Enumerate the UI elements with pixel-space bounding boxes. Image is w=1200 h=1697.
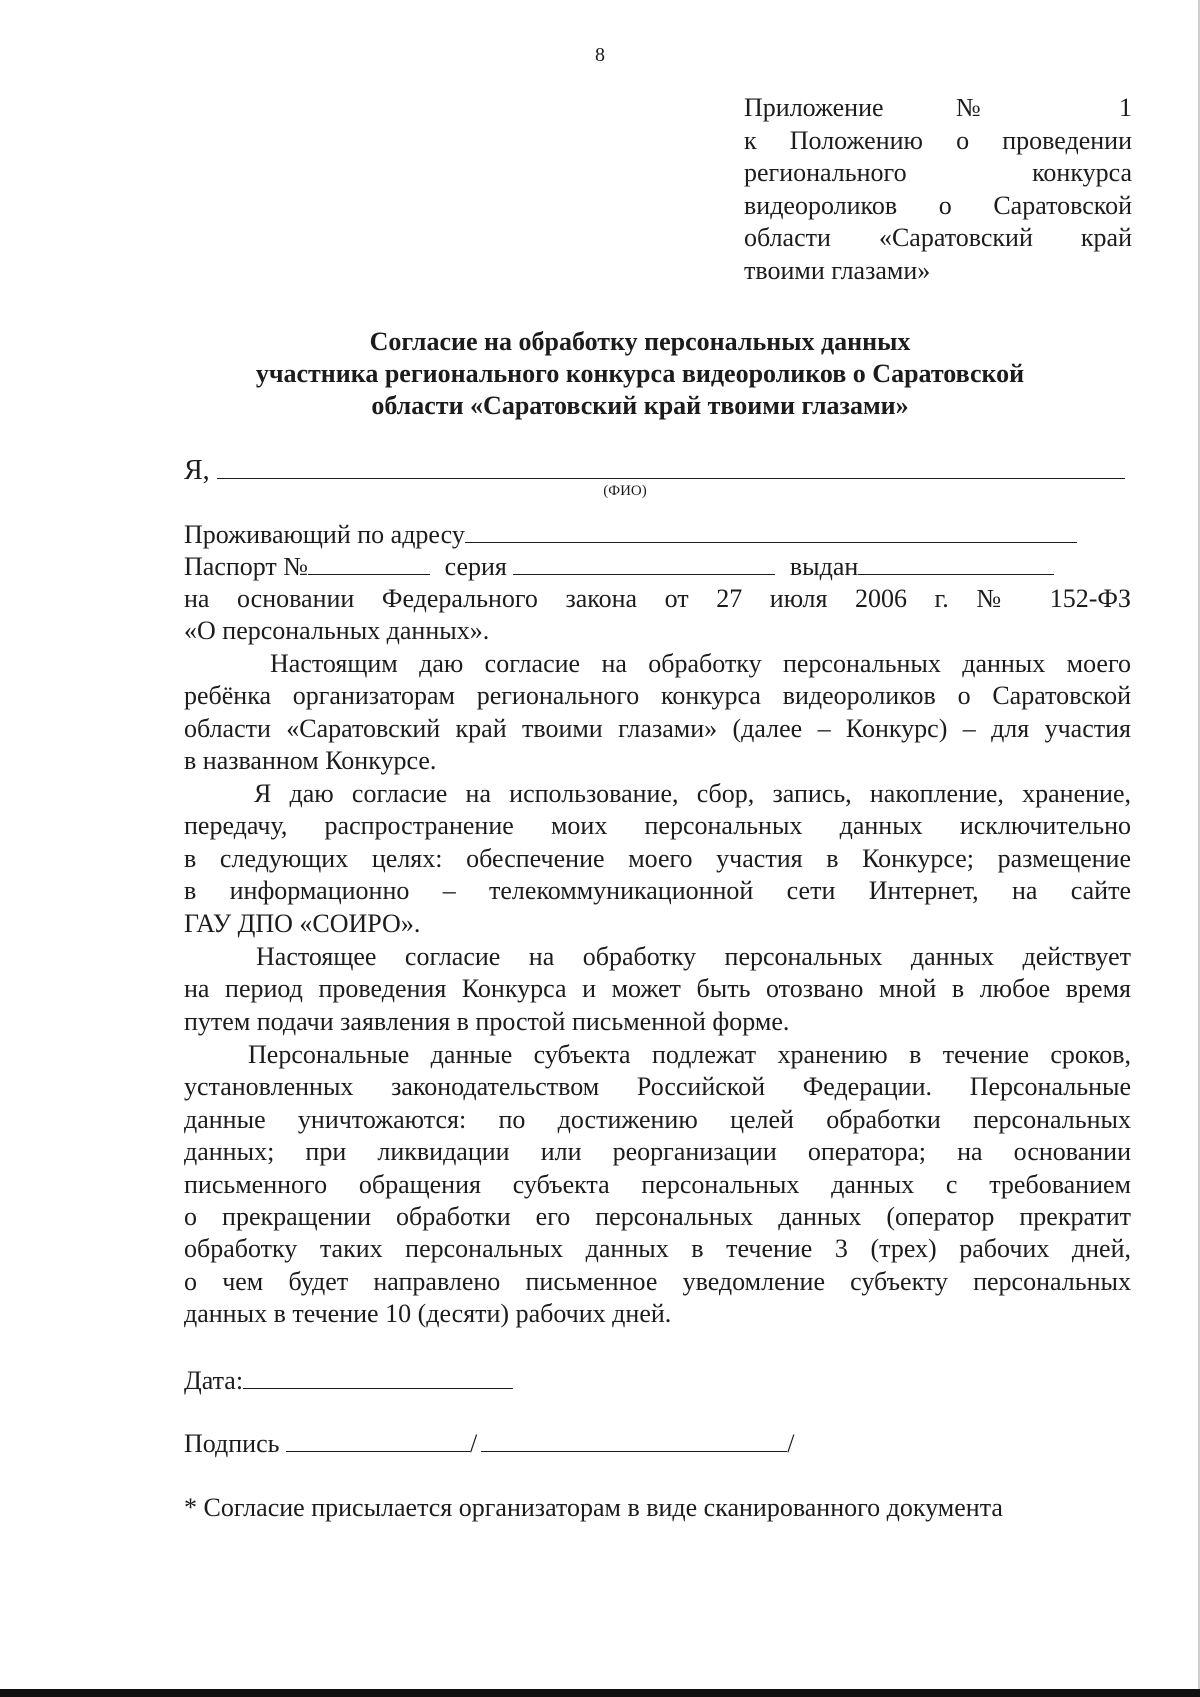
appendix-line: видеороликов о Саратовской <box>744 190 1132 220</box>
signature-name-field[interactable] <box>481 1427 787 1452</box>
document-title <box>160 326 1120 422</box>
paragraph-1 <box>184 648 1131 778</box>
paragraph-line: области «Саратовский край твоими глазами» (далее – Конкурс) – для участия <box>184 713 1131 743</box>
title-line: Согласие на обработку персональных данных <box>369 327 911 356</box>
paragraph-line: данные уничтожаются: по достижению целей обработки персональных <box>184 1104 1131 1134</box>
title-line: области «Саратовский край твоими глазами» <box>371 391 909 420</box>
paragraph-line: Настоящим даю согласие на обработку персональных данных моего <box>270 649 1131 678</box>
series-field[interactable] <box>513 550 775 575</box>
paragraph-line: установленных законодательством Российской Федерации. Персональные <box>184 1072 1131 1102</box>
paragraph-line: путем подачи заявления в простой письменной форме. <box>184 1006 790 1036</box>
paragraph-line: Настоящее согласие на обработку персональных данных действует <box>256 942 1131 971</box>
signature-row <box>184 1427 1131 1459</box>
date-label: Дата: <box>184 1366 244 1395</box>
paragraph-line: в названном Конкурсе. <box>184 746 437 776</box>
paragraph-line: на период проведения Конкурса и может быть отозвано мной в любое время <box>184 974 1131 1004</box>
paragraph-line: Персональные данные субъекта подлежат хранению в течение сроков, <box>248 1040 1131 1069</box>
paragraph-2 <box>184 778 1131 940</box>
paragraph-line: о прекращении обработки его персональных данных (оператор прекратит <box>184 1201 1131 1231</box>
paragraph-4 <box>184 1039 1131 1331</box>
signature-end: / <box>787 1429 795 1458</box>
paragraph-line: обработку таких персональных данных в течение 3 (трех) рабочих дней, <box>184 1234 1131 1264</box>
paragraph-line: ГАУ ДПО «СОИРО». <box>184 908 421 938</box>
appendix-block <box>744 92 1132 287</box>
footnote-text: * Согласие присылается организаторам в виде сканированного документа <box>184 1493 1003 1522</box>
series-label: серия <box>444 552 507 582</box>
issued-label: выдан <box>789 552 859 582</box>
paragraph-line: данных; при ликвидации или реорганизации оператора; на основании <box>184 1137 1131 1167</box>
title-line: участника регионального конкурса видеороликов о Саратовской <box>255 359 1025 388</box>
form-fields <box>184 518 1131 648</box>
appendix-line: твоими глазами» <box>744 255 931 285</box>
fio-label: Я, <box>184 455 210 486</box>
paragraph-line: Я даю согласие на использование, сбор, запись, накопление, хранение, <box>254 779 1131 808</box>
page-number: 8 <box>595 44 605 66</box>
passport-number-field[interactable] <box>308 550 430 575</box>
basis-line: на основании Федерального закона от 27 июля 2006 г. № 152-ФЗ <box>184 583 1131 613</box>
issued-field[interactable] <box>858 550 1054 575</box>
date-row <box>184 1364 1131 1396</box>
appendix-line: Приложение № 1 <box>744 93 1132 122</box>
paragraph-3 <box>184 941 1131 1038</box>
scan-edge-bottom <box>0 1689 1200 1697</box>
signature-label: Подпись <box>184 1429 280 1458</box>
paragraph-line: данных в течение 10 (десяти) рабочих дней. <box>184 1299 672 1329</box>
paragraph-line: письменного обращения субъекта персональных данных с требованием <box>184 1169 1131 1199</box>
appendix-line: области «Саратовский край <box>744 223 1132 252</box>
fio-hint: (ФИО) <box>603 483 647 499</box>
address-field[interactable] <box>465 518 1077 543</box>
passport-label: Паспорт № <box>184 552 309 582</box>
address-label: Проживающий по адресу <box>184 520 465 549</box>
fio-field[interactable] <box>217 478 1125 479</box>
basis-line: «О персональных данных». <box>184 616 490 646</box>
signature-separator: / <box>469 1429 478 1458</box>
footnote <box>184 1492 1131 1524</box>
paragraph-line: передачу, распространение моих персональных данных исключительно <box>184 811 1131 841</box>
appendix-line: регионального конкурса <box>744 158 1132 187</box>
paragraph-line: в следующих целях: обеспечение моего участия в Конкурсе; размещение <box>184 843 1131 873</box>
address-row <box>184 518 1131 550</box>
signature-field[interactable] <box>286 1427 470 1452</box>
paragraph-line: в информационно – телекоммуникационной сети Интернет, на сайте <box>184 876 1131 906</box>
appendix-line: к Положению о проведении <box>744 125 1132 155</box>
paragraph-line: о чем будет направлено письменное уведомление субъекту персональных <box>184 1266 1131 1296</box>
paragraph-line: ребёнка организаторам регионального конкурса видеороликов о Саратовской <box>184 681 1131 711</box>
passport-row <box>184 550 1131 582</box>
date-field[interactable] <box>243 1364 513 1389</box>
